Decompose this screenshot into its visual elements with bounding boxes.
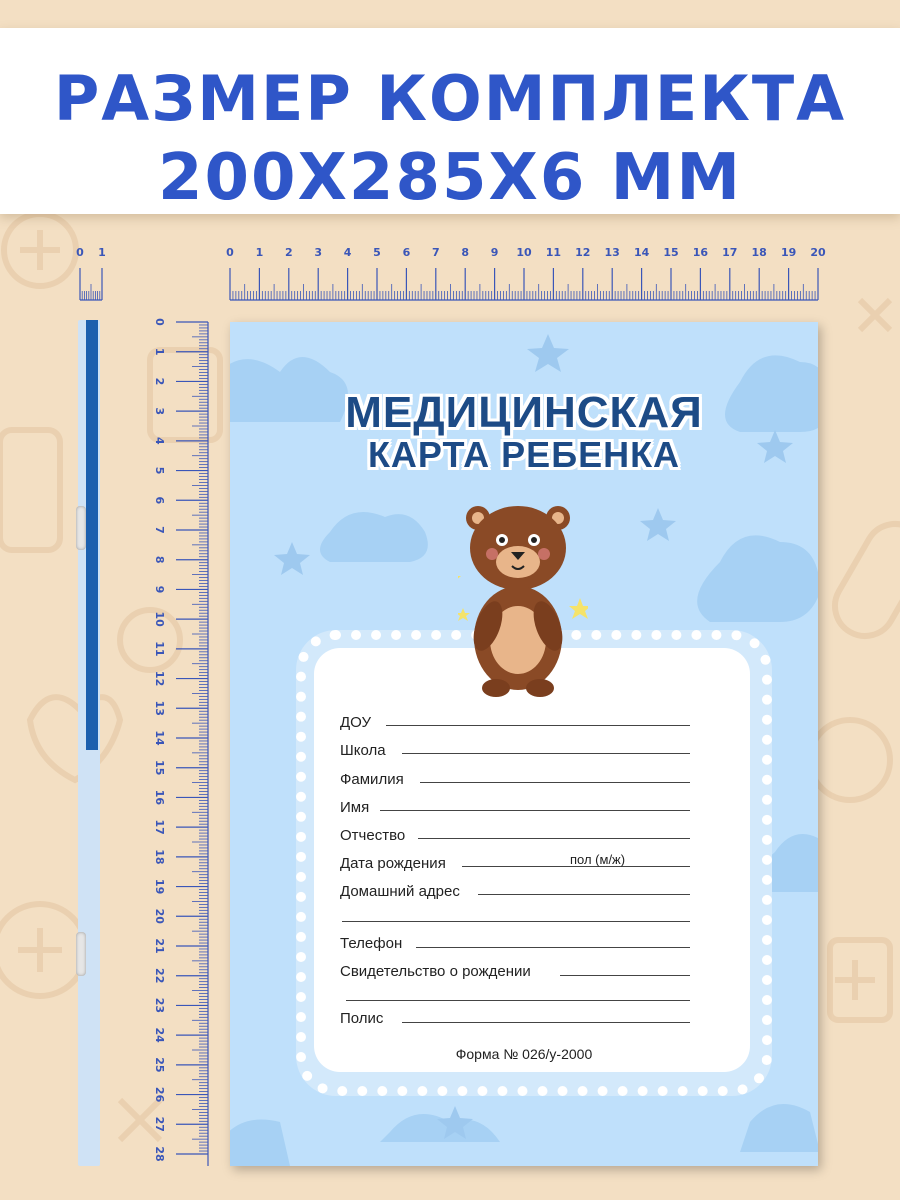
cloud-icon xyxy=(230,1120,290,1167)
ruler-label: 3 xyxy=(314,246,323,259)
ruler-label: 0 xyxy=(153,318,166,326)
ruler-label: 1 xyxy=(98,246,106,259)
field-label-dou: ДОУ xyxy=(340,714,372,731)
ruler-label: 18 xyxy=(751,246,767,259)
cover-subtitle: КАРТА РЕБЕНКА xyxy=(367,434,681,475)
ruler-label: 25 xyxy=(153,1057,166,1073)
ruler-label: 26 xyxy=(153,1086,166,1103)
field-label-surname: Фамилия xyxy=(340,771,404,788)
field-line-patronymic[interactable] xyxy=(418,838,690,839)
field-label-birth-certificate: Свидетельство о рождении xyxy=(340,963,531,980)
form-number: Форма № 026/у-2000 xyxy=(455,1046,593,1062)
ruler-label: 23 xyxy=(153,997,166,1014)
ruler-label: 20 xyxy=(153,908,166,924)
ruler-label: 22 xyxy=(153,968,166,984)
field-line-dou[interactable] xyxy=(386,725,690,726)
ruler-label: 7 xyxy=(153,526,166,534)
field-line-name[interactable] xyxy=(380,810,690,811)
ruler-label: 9 xyxy=(153,585,166,594)
field-line-address-2[interactable] xyxy=(342,921,690,922)
ruler-label: 21 xyxy=(153,938,166,954)
field-line-school[interactable] xyxy=(402,753,690,754)
cloud-icon xyxy=(320,512,428,562)
ruler-label: 9 xyxy=(490,246,499,259)
ruler-label: 15 xyxy=(153,760,166,776)
field-label-school: Школа xyxy=(340,742,386,759)
field-line-phone[interactable] xyxy=(416,947,690,948)
ruler-label: 16 xyxy=(153,789,166,806)
field-line-policy[interactable] xyxy=(402,1022,690,1023)
star-icon xyxy=(274,542,310,575)
cloud-icon xyxy=(740,1104,818,1152)
ruler-label: 6 xyxy=(153,496,166,505)
star-icon xyxy=(527,334,569,372)
ruler-label: 14 xyxy=(633,246,650,259)
binder-ring xyxy=(76,506,86,550)
ruler-label: 17 xyxy=(153,819,166,835)
cloud-icon xyxy=(697,535,818,622)
ruler-label: 12 xyxy=(575,246,591,259)
ruler-label: 19 xyxy=(780,246,797,259)
field-line-address[interactable] xyxy=(478,894,690,895)
ruler-label: 0 xyxy=(76,246,84,259)
ruler-label: 28 xyxy=(153,1146,166,1162)
banner-title: РАЗМЕР КОМПЛЕКТА xyxy=(53,62,847,135)
ruler-label: 7 xyxy=(431,246,440,259)
ruler-label: 8 xyxy=(461,246,470,259)
ruler-label: 12 xyxy=(153,670,166,687)
binder-ring xyxy=(76,932,86,976)
ruler-label: 11 xyxy=(153,641,166,657)
star-icon xyxy=(458,608,470,621)
star-icon xyxy=(569,598,588,619)
ruler-label: 24 xyxy=(153,1027,166,1043)
field-label-phone: Телефон xyxy=(340,935,403,952)
medical-card-cover xyxy=(230,322,818,1166)
ruler-label: 15 xyxy=(663,246,679,259)
ruler-label: 17 xyxy=(722,246,738,259)
field-label-birth-date: Дата рождения xyxy=(340,855,446,872)
banner-size: 200Х285Х6 ММ xyxy=(157,141,743,215)
field-line-surname[interactable] xyxy=(420,782,690,783)
field-line-birth-certificate[interactable] xyxy=(560,975,690,976)
ruler-label: 27 xyxy=(153,1116,166,1132)
field-label-sex: пол (м/ж) xyxy=(570,852,626,867)
ruler-label: 2 xyxy=(284,246,293,259)
ruler-label: 0 xyxy=(226,246,234,259)
field-line-birth-certificate-2[interactable] xyxy=(346,1000,690,1001)
ruler-label: 1 xyxy=(255,246,264,259)
ruler-label: 16 xyxy=(692,246,709,259)
ruler-label: 13 xyxy=(153,700,166,716)
field-label-name: Имя xyxy=(340,799,370,816)
ruler-label: 10 xyxy=(516,246,532,259)
star-icon xyxy=(458,568,461,589)
ruler-label: 11 xyxy=(545,246,562,259)
cover-title: МЕДИЦИНСКАЯ xyxy=(345,388,703,437)
field-label-address: Домашний адрес xyxy=(340,883,460,900)
field-label-patronymic: Отчество xyxy=(340,827,406,844)
ruler-label: 5 xyxy=(153,466,166,475)
ruler-label: 4 xyxy=(153,437,166,445)
ruler-label: 8 xyxy=(153,555,166,564)
cloud-icon xyxy=(380,1114,500,1142)
ruler-label: 5 xyxy=(373,246,381,259)
bear-icon xyxy=(458,498,588,698)
field-label-policy: Полис xyxy=(340,1010,384,1027)
ruler-label: 13 xyxy=(604,246,620,259)
ruler-label: 19 xyxy=(153,878,166,895)
star-icon xyxy=(640,508,676,541)
ruler-label: 4 xyxy=(343,246,352,259)
spine-stripe xyxy=(86,320,98,750)
ruler-label: 20 xyxy=(810,246,826,259)
ruler-label: 10 xyxy=(153,611,166,627)
ruler-label: 14 xyxy=(153,730,166,746)
ruler-label: 18 xyxy=(153,849,166,865)
ruler-label: 6 xyxy=(402,246,411,259)
ruler-label: 1 xyxy=(153,347,166,356)
ruler-label: 2 xyxy=(153,377,166,386)
ruler-label: 3 xyxy=(153,407,166,415)
